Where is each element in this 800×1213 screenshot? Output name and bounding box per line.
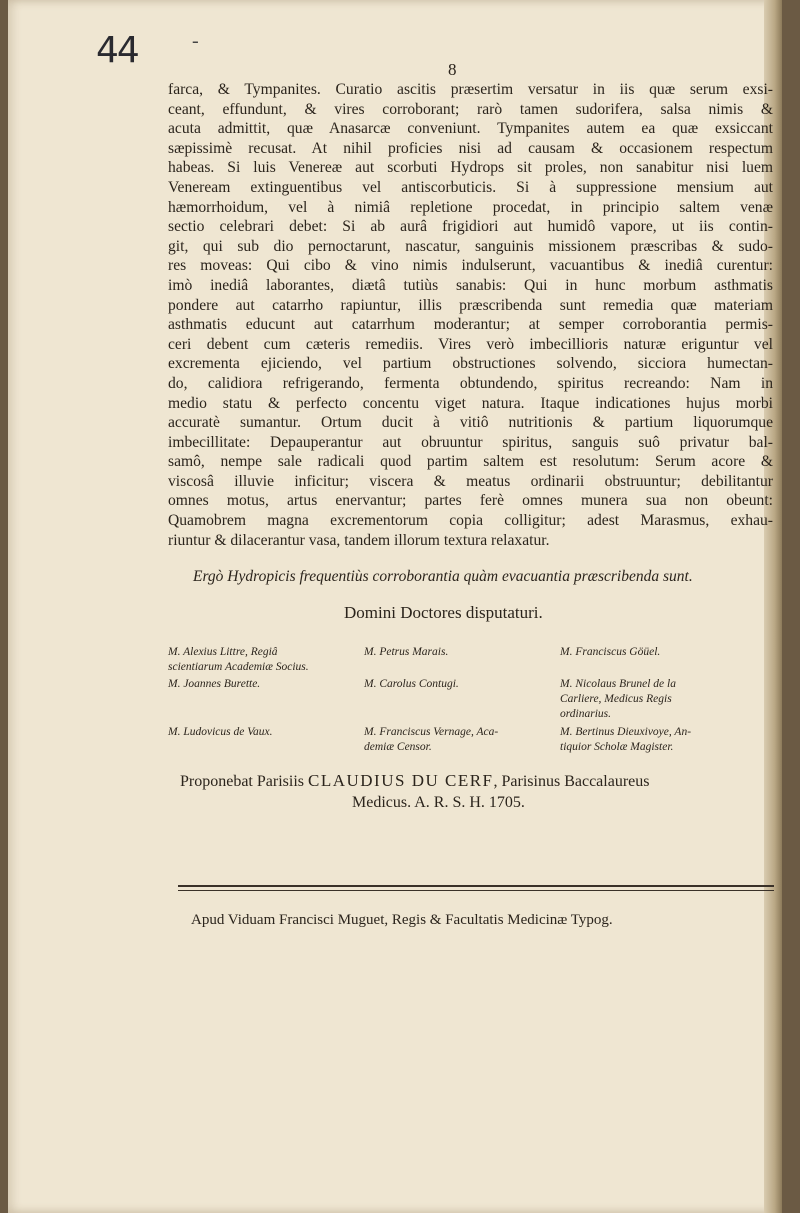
body-line: pondere aut catarrho rapiuntur, illis præscribenda sunt remedia quæ materiam (168, 296, 773, 314)
body-line: imbecillitate: Depauperantur aut obruuntur spiritus, sanguis suô privatur bal- (168, 433, 773, 451)
body-line: medio statu & perfecto concentu viget natura. Itaque indicationes hujus morbi (168, 394, 773, 412)
body-line: accuratè sumantur. Ortum ducit à vitiô nutritionis & partium liquorumque (168, 414, 773, 432)
page-number: 8 (448, 60, 457, 79)
proponebat-block (180, 770, 775, 813)
proponebat-lead: Proponebat Parisiis (180, 773, 308, 790)
thesis-conclusion: Ergò Hydropicis frequentiùs corroborantia quàm evacuantia præscribenda sunt. (193, 568, 693, 585)
body-line: omnes motus, artus enervantur; partes ferè omnes munera sua non obeunt: (168, 492, 773, 510)
body-line: acuta admittit, quæ Anasarcæ conveniunt. Tympanites autem ea quæ exsiccant (168, 120, 773, 138)
doctor-line: M. Alexius Littre, Regiâ (168, 646, 278, 658)
candidate-name: CLAUDIUS DU CERF (308, 771, 494, 790)
body-line: do, calidiora refrigerando, fermenta obtundendo, spiritus recreando: Nam in (168, 374, 773, 392)
proponebat-line-1 (180, 770, 775, 792)
doctor-entry (560, 677, 770, 722)
body-line: res moveas: Qui cibo & vino nimis indulserunt, vacuantibus & inediâ curentur: (168, 257, 773, 275)
doctors-heading: Domini Doctores disputaturi. (344, 603, 543, 622)
doctor-line: M. Ludovicus de Vaux. (168, 726, 273, 738)
divider-thin (178, 890, 774, 891)
doctor-entry (168, 645, 353, 675)
doctor-line: M. Franciscus Vernage, Aca- (364, 726, 499, 738)
doctor-line: M. Petrus Marais. (364, 646, 449, 658)
printer-imprint: Apud Viduam Francisci Muguet, Regis & Facultatis Medicinæ Typog. (191, 912, 613, 928)
doctor-line: scientiarum Academiæ Socius. (168, 661, 309, 673)
doctor-line: Carliere, Medicus Regis (560, 693, 672, 705)
handwritten-folio: 44 (96, 30, 138, 71)
divider-thick (178, 885, 774, 887)
folio-dash: - (192, 30, 199, 52)
body-line: habeas. Si luis Venereæ aut scorbuti Hydrops sit proles, non sanabitur nisi luem (168, 159, 773, 177)
doctor-entry (168, 677, 353, 692)
doctor-line: M. Franciscus Göüel. (560, 646, 661, 658)
body-line: ceant, effundunt, & vires corroborant; rarò tamen sudorifera, salsa nimis & (168, 100, 773, 118)
body-line: hæmorrhoidum, vel à nimiâ repletione procedat, in principio saltem venæ (168, 198, 773, 216)
doctor-line: M. Joannes Burette. (168, 678, 261, 690)
body-text (168, 80, 773, 550)
body-line: riuntur & dilacerantur vasa, tandem illorum textura relaxatur. (168, 531, 550, 549)
body-line: sæpissimè recusat. At nihil proficies nisi ad causam & occasionem respectum (168, 139, 773, 157)
proponebat-rest: , Parisinus Baccalaureus (493, 773, 650, 790)
body-line: sectio celebrari debet: Si ab aurâ frigidiori aut humidô vapore, ut iis contin- (168, 218, 773, 236)
doctor-entry (168, 725, 353, 740)
doctor-line: demiæ Censor. (364, 741, 432, 753)
body-line: farca, & Tympanites. Curatio ascitis præsertim versatur in iis quæ serum exsi- (168, 81, 773, 98)
proponebat-line-2: Medicus. A. R. S. H. 1705. (352, 794, 525, 811)
body-line: asthmatis educunt aut catarrhum moderantur; at semper corroborantia permis- (168, 316, 773, 334)
doctor-line: tiquior Scholæ Magister. (560, 741, 674, 753)
doctor-entry (364, 677, 549, 692)
body-line: excrementa ejiciendo, vel partium obstructiones solvendo, sicciora humectan- (168, 355, 773, 373)
doctor-entry (560, 725, 770, 755)
doctor-line: ordinarius. (560, 708, 612, 720)
doctor-entry (560, 645, 770, 660)
body-line: ceri debent cum cæteris remediis. Vires verò imbecillioris naturæ eriguntur vel (168, 335, 773, 353)
body-line: imò inediâ laborantes, diætâ tutiùs sanabis: Qui in hunc morbum asthmatis (168, 276, 773, 294)
doctor-line: M. Nicolaus Brunel de la (560, 678, 676, 690)
body-line: Veneream extinguentibus vel antiscorbuticis. Si à suppressione mensium aut (168, 178, 773, 196)
body-line: viscosâ illuvie inficitur; viscera & meatus ordinarii obstruuntur; debilitantur (168, 472, 773, 490)
doctor-entry (364, 645, 549, 660)
doctor-line: M. Bertinus Dieuxivoye, An- (560, 726, 692, 738)
doctor-entry (364, 725, 549, 755)
body-line: samô, nempe sale radicali quod partim saltem est resolutum: Serum acore & (168, 453, 773, 471)
body-line: git, qui sub dio pernoctarunt, nascatur, sanguinis missionem præscribas & sudo- (168, 237, 773, 255)
body-line: Quamobrem magna excrementorum copia colligitur; adest Marasmus, exhau- (168, 512, 773, 530)
doctor-line: M. Carolus Contugi. (364, 678, 459, 690)
book-page (8, 0, 782, 1213)
